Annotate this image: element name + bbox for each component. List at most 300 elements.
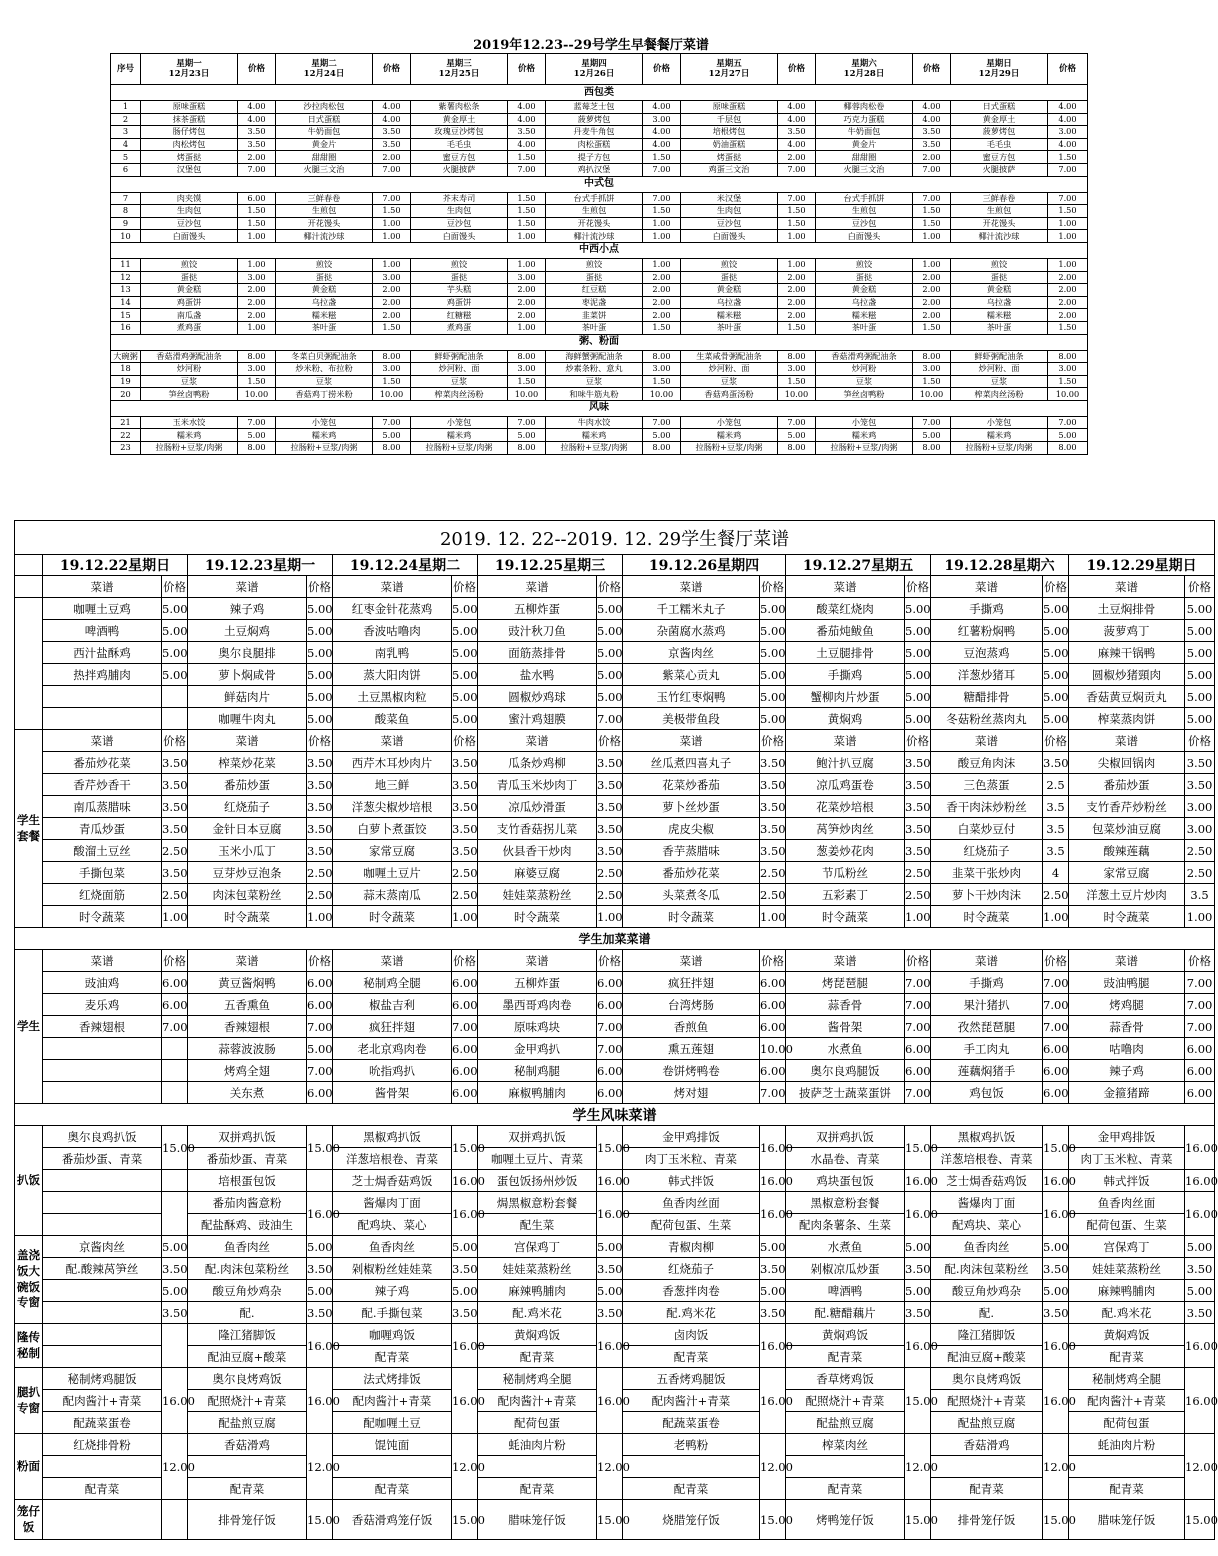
dish-name: 红烧茄子 [188, 796, 307, 818]
dish-name: 肠仔烤包 [141, 126, 238, 139]
dish-name: 烤蛋挞 [681, 151, 778, 164]
dish-price: 16.00 [307, 1368, 333, 1434]
menu-row [15, 708, 1215, 730]
dish-name: 肉松烤包 [141, 138, 238, 151]
dish-price: 2.00 [238, 151, 276, 164]
dish-name: 糯米糍 [951, 309, 1048, 322]
price-col-header: 价格 [905, 730, 931, 752]
dish-price: 5.00 [760, 708, 786, 730]
dish-price: 6.00 [452, 994, 478, 1016]
dish-name: 隆江猪脚饭 [188, 1324, 307, 1346]
dish-name [478, 1456, 597, 1478]
category-label: 盖浇 饭大 碗饭 专窗 [15, 1236, 43, 1324]
dish-price: 3.00 [643, 363, 681, 376]
dish-price: 5.00 [452, 642, 478, 664]
section-row [15, 928, 1215, 950]
dish-price: 7.00 [307, 1016, 333, 1038]
dish-price: 6.00 [760, 1060, 786, 1082]
day-name: 星期日 [986, 58, 1012, 69]
dish-price: 3.50 [778, 126, 816, 139]
dish-name: 鸡块蛋包饭 [786, 1170, 905, 1192]
dish-name: 时令蔬菜 [333, 906, 452, 928]
row-number: 15 [111, 309, 141, 322]
dish-price: 1.00 [373, 217, 411, 230]
dish-price: 1.00 [597, 906, 623, 928]
dish-price: 1.00 [1048, 217, 1088, 230]
dish-price: 1.00 [913, 258, 951, 271]
dish-name: 汉堡包 [141, 163, 238, 176]
dish-price: 5.00 [1043, 598, 1069, 620]
dish-name: 三鲜春卷 [276, 192, 373, 205]
dish-price: 3.50 [452, 796, 478, 818]
dish-price: 3.50 [452, 818, 478, 840]
menu-row [111, 442, 1088, 455]
dish-name [43, 1456, 162, 1478]
dish-price: 2.00 [1048, 271, 1088, 284]
dish-name: 肉松蛋糕 [546, 138, 643, 151]
dish-price: 5.00 [905, 1236, 931, 1258]
dish-name: 原味蛋糕 [681, 101, 778, 114]
dish-name: 香辣翅根 [188, 1016, 307, 1038]
dish-price: 3.50 [905, 796, 931, 818]
dish-name: 吮指鸡扒 [333, 1060, 452, 1082]
dish-price: 1.50 [238, 205, 276, 218]
dish-price: 1.50 [913, 375, 951, 388]
dish-price: 3.50 [597, 818, 623, 840]
dish-name: 煎饺 [951, 258, 1048, 271]
dish-name: 沙拉肉松包 [276, 101, 373, 114]
dish-name: 双拼鸡扒饭 [478, 1126, 597, 1148]
blank-cell [162, 1170, 188, 1192]
dish-price: 5.00 [1185, 620, 1215, 642]
dish-price: 1.50 [778, 375, 816, 388]
dish-price: 8.00 [1048, 350, 1088, 363]
dish-name: 豆浆 [411, 375, 508, 388]
menu-row [111, 296, 1088, 309]
dish-name: 生煎包 [276, 205, 373, 218]
day-header: 19.12.23星期一 [188, 555, 333, 576]
dish-name: 糯米糍 [816, 309, 913, 322]
dish-name: 毛毛虫 [951, 138, 1048, 151]
day-name: 星期六 [851, 58, 877, 69]
dish-name: 双拼鸡扒饭 [188, 1126, 307, 1148]
day-date: 12月29日 [978, 69, 1020, 79]
menu-row [111, 230, 1088, 243]
dish-price: 10.00 [913, 388, 951, 401]
dish-name: 乌拉盏 [816, 296, 913, 309]
dish-name: 酸豆角炒鸡杂 [931, 1280, 1043, 1302]
dish-col-header: 菜谱 [786, 950, 905, 972]
dish-price: 8.00 [1048, 442, 1088, 455]
dish-price: 3.50 [508, 126, 546, 139]
dish-name: 番茄炒蛋、青菜 [43, 1148, 162, 1170]
dish-price: 16.00 [905, 1324, 931, 1368]
section-title: 中西小点 [111, 242, 1088, 258]
day-header [681, 54, 778, 85]
dish-price: 1.00 [1048, 230, 1088, 243]
dish-price: 12.00 [452, 1434, 478, 1500]
dish-name: 时令蔬菜 [188, 906, 307, 928]
dish-price: 16.00 [597, 1170, 623, 1192]
dish-name: 香菇滑鸡 [931, 1434, 1043, 1456]
day-date: 12月27日 [708, 69, 750, 79]
blank-cell [43, 1170, 162, 1192]
dish-name: 手撕鸡 [931, 598, 1043, 620]
dish-name: 麻辣干锅鸭 [1069, 642, 1185, 664]
dish-name: 肉夹馍 [141, 192, 238, 205]
dish-price: 1.00 [508, 258, 546, 271]
dish-name: 糯米糍 [276, 309, 373, 322]
dish-price: 7.00 [1048, 163, 1088, 176]
dish-price: 3.50 [307, 774, 333, 796]
dish-col-header: 菜谱 [333, 950, 452, 972]
section-row [111, 176, 1088, 192]
dish-col-header: 菜谱 [623, 730, 760, 752]
day-name: 星期四 [581, 58, 607, 69]
dish-name: 法式烤排饭 [333, 1368, 452, 1390]
dish-price: 1.50 [508, 192, 546, 205]
dish-name: 小笼包 [276, 416, 373, 429]
dish-name: 配盐煎豆腐 [931, 1412, 1043, 1434]
dish-name: 烤琵琶腿 [786, 972, 905, 994]
dish-name: 豆浆 [141, 375, 238, 388]
dish-name: 白菜炒豆付 [931, 818, 1043, 840]
dish-price: 6.00 [452, 1082, 478, 1104]
dish-price: 3.50 [905, 818, 931, 840]
dish-name: 番茄炒蛋 [1069, 774, 1185, 796]
dish-name: 配照烧汁+青菜 [931, 1390, 1043, 1412]
dish-price: 5.00 [307, 1280, 333, 1302]
dish-name: 蚝油肉片粉 [1069, 1434, 1185, 1456]
dish-price: 1.00 [643, 230, 681, 243]
dish-name: 香芹炒香干 [43, 774, 162, 796]
dish-name: 金箍猪蹄 [1069, 1082, 1185, 1104]
dish-name: 糯米鸡 [141, 429, 238, 442]
dish-name: 香菇滑鸡粥配油条 [141, 350, 238, 363]
dish-price: 2.00 [778, 271, 816, 284]
dish-price: 10.00 [508, 388, 546, 401]
dish-price: 5.00 [905, 642, 931, 664]
dish-name: 培根烤包 [681, 126, 778, 139]
dish-name: 香辣翅根 [43, 1016, 162, 1038]
dish-name: 台式手抓饼 [546, 192, 643, 205]
dish-name: 鱼香肉丝面 [1069, 1192, 1185, 1214]
dish-name: 糯米鸡 [546, 429, 643, 442]
row-number: 22 [111, 429, 141, 442]
dish-price: 3.50 [760, 774, 786, 796]
dish-name: 配油豆腐+酸菜 [188, 1346, 307, 1368]
dish-price: 12.00 [905, 1434, 931, 1500]
row-number: 4 [111, 138, 141, 151]
dish-price: 7.00 [597, 708, 623, 730]
dish-name: 炒河粉 [141, 363, 238, 376]
dish-price: 7.00 [905, 1016, 931, 1038]
menu-row [111, 217, 1088, 230]
dish-name: 甜甜圈 [816, 151, 913, 164]
dish-name: 榨菜肉丝汤粉 [951, 388, 1048, 401]
dish-name: 鱼香肉丝面 [623, 1192, 760, 1214]
dish-name: 瓜条炒鸡柳 [478, 752, 597, 774]
dish-price: 3.50 [373, 126, 411, 139]
dish-price: 3.50 [307, 840, 333, 862]
dish-col-header: 菜谱 [333, 576, 452, 598]
dish-name: 黑椒意粉套餐 [786, 1192, 905, 1214]
dish-name: 配.手撕包菜 [333, 1302, 452, 1324]
dish-price: 8.00 [508, 350, 546, 363]
price-header: 价格 [643, 54, 681, 85]
dish-name: 金针日本豆腐 [188, 818, 307, 840]
dish-col-header: 菜谱 [931, 730, 1043, 752]
dish-price: 4.00 [508, 101, 546, 114]
dish-name: 南乳鸭 [333, 642, 452, 664]
dish-price: 4.00 [373, 113, 411, 126]
dish-price: 5.00 [1043, 708, 1069, 730]
dish-name: 小笼包 [951, 416, 1048, 429]
dish-name: 腊味笼仔饭 [478, 1500, 597, 1540]
dish-name: 配鸡块、菜心 [333, 1214, 452, 1236]
dish-name: 黑椒鸡扒饭 [333, 1126, 452, 1148]
section-title: 西包类 [111, 85, 1088, 101]
dish-price [162, 1082, 188, 1104]
dish-price: 15.00 [162, 1126, 188, 1170]
dish-name: 酸辣莲藕 [1069, 840, 1185, 862]
dish-price: 1.50 [643, 151, 681, 164]
dish-price: 5.00 [597, 598, 623, 620]
dish-price: 1.00 [778, 258, 816, 271]
dish-name: 炒素条粉、意丸 [546, 363, 643, 376]
dish-name: 鱼香肉丝 [931, 1236, 1043, 1258]
dish-name: 糯米鸡 [951, 429, 1048, 442]
price-col-header: 价格 [452, 576, 478, 598]
dish-price: 10.00 [760, 1038, 786, 1060]
menu-row [15, 994, 1215, 1016]
dish-name: 豆浆 [681, 375, 778, 388]
dish-price: 2.50 [905, 862, 931, 884]
dish-price: 2.00 [913, 296, 951, 309]
dish-name: 配青菜 [478, 1478, 597, 1500]
dish-price: 7.00 [238, 163, 276, 176]
dish-name: 时令蔬菜 [478, 906, 597, 928]
dish-name: 鲜虾粥配油条 [951, 350, 1048, 363]
dish-price: 16.00 [597, 1324, 623, 1368]
price-col-header: 价格 [1185, 576, 1215, 598]
menu-row [15, 598, 1215, 620]
dish-name: 红豆糕 [546, 284, 643, 297]
seq-header: 序号 [111, 54, 141, 85]
dish-price: 5.00 [1043, 620, 1069, 642]
dish-price: 5.00 [307, 598, 333, 620]
dish-name: 配肉酱汁+青菜 [1069, 1390, 1185, 1412]
dish-name: 日式蛋糕 [951, 101, 1048, 114]
dish-price: 2.00 [778, 296, 816, 309]
dish-name: 金甲鸡排饭 [1069, 1126, 1185, 1148]
dish-col-header: 菜谱 [333, 730, 452, 752]
dish-name: 蒜香骨 [1069, 1016, 1185, 1038]
dish-name: 青瓜玉米炒肉丁 [478, 774, 597, 796]
dish-col-header: 菜谱 [931, 576, 1043, 598]
dish-price: 5.00 [162, 1280, 188, 1302]
dish-price: 5.00 [778, 429, 816, 442]
dish-name: 豉油鸡 [43, 972, 162, 994]
dish-name: 糯米鸡 [816, 429, 913, 442]
dish-price: 5.00 [1043, 664, 1069, 686]
dish-name: 疯狂拌翅 [333, 1016, 452, 1038]
dish-price: 16.00 [597, 1192, 623, 1236]
dish-name: 榨菜炒花菜 [188, 752, 307, 774]
lunch-menu-table [14, 520, 1218, 1540]
dish-price: 6.00 [1185, 1060, 1215, 1082]
dish-price: 8.00 [778, 442, 816, 455]
dish-name: 芥末寿司 [411, 192, 508, 205]
dish-name: 米汉堡 [681, 192, 778, 205]
price-col-header: 价格 [307, 576, 333, 598]
section-row [111, 400, 1088, 416]
dish-price: 5.00 [162, 642, 188, 664]
dish-name: 莴笋炒肉丝 [786, 818, 905, 840]
dish-price: 1.00 [643, 258, 681, 271]
dish-name: 配咖喱土豆 [333, 1412, 452, 1434]
dish-price: 3.50 [597, 796, 623, 818]
dish-price: 3.50 [238, 138, 276, 151]
dish-name: 拉肠粉+豆浆/肉粥 [681, 442, 778, 455]
dish-name: 奥尔良腿排 [188, 642, 307, 664]
dish-price: 16.00 [760, 1126, 786, 1170]
dish-name: 配青菜 [43, 1478, 162, 1500]
dish-name: 菠萝鸡丁 [1069, 620, 1185, 642]
dish-price: 7.00 [1043, 1016, 1069, 1038]
dish-name: 榨菜蒸肉饼 [1069, 708, 1185, 730]
dish-name: 时令蔬菜 [931, 906, 1043, 928]
day-header: 19.12.26星期四 [623, 555, 786, 576]
dish-name: 青椒肉柳 [623, 1236, 760, 1258]
menu-row [15, 664, 1215, 686]
dish-price: 3.50 [307, 752, 333, 774]
dish-price: 2.50 [307, 884, 333, 906]
menu-row [111, 205, 1088, 218]
dish-price: 3.50 [162, 774, 188, 796]
day-header [276, 54, 373, 85]
dish-name: 麻婆豆腐 [478, 862, 597, 884]
row-number: 11 [111, 258, 141, 271]
dish-price: 12.00 [1043, 1434, 1069, 1500]
price-col-header: 价格 [162, 950, 188, 972]
price-col-header: 价格 [905, 576, 931, 598]
dish-price: 5.00 [760, 686, 786, 708]
dish-price: 3.00 [373, 363, 411, 376]
day-date: 12月23日 [168, 69, 210, 79]
dish-price: 16.00 [597, 1368, 623, 1434]
dish-price: 1.50 [373, 205, 411, 218]
dish-price: 10.00 [643, 388, 681, 401]
dish-name: 配青菜 [478, 1346, 597, 1368]
dish-name: 台湾烤肠 [623, 994, 760, 1016]
dish-price: 2.00 [1048, 309, 1088, 322]
dish-price: 3.00 [508, 271, 546, 284]
dish-name: 洋葱培根卷、青菜 [333, 1148, 452, 1170]
menu-row [111, 416, 1088, 429]
dish-name: 鸡蛋三文治 [681, 163, 778, 176]
dish-price: 7.00 [778, 416, 816, 429]
dish-name: 配青菜 [786, 1346, 905, 1368]
dish-price: 3.50 [307, 818, 333, 840]
dish-name [1069, 1456, 1185, 1478]
dish-name: 煎饺 [816, 258, 913, 271]
price-header: 价格 [373, 54, 411, 85]
dish-name: 配荷包蛋、生菜 [1069, 1214, 1185, 1236]
dish-name: 卤肉饭 [623, 1324, 760, 1346]
dish-price: 5.00 [643, 429, 681, 442]
dish-name: 配盐酥鸡、豉油生 [188, 1214, 307, 1236]
dish-name [43, 1500, 162, 1540]
dish-col-header: 菜谱 [188, 576, 307, 598]
dish-col-header: 菜谱 [931, 950, 1043, 972]
dish-price: 3.50 [597, 1258, 623, 1280]
dish-name: 黄金糕 [141, 284, 238, 297]
dish-name: 水晶卷、青菜 [786, 1148, 905, 1170]
dish-price: 16.00 [452, 1368, 478, 1434]
breakfast-title: 2019年12.23--29号学生早餐餐厅菜谱 [473, 38, 709, 53]
dish-name: 豉油鸭腿 [1069, 972, 1185, 994]
dish-name: 辣子鸡 [1069, 1060, 1185, 1082]
dish-price: 1.00 [307, 906, 333, 928]
dish-price: 6.00 [1043, 1038, 1069, 1060]
dish-name: 五香熏鱼 [188, 994, 307, 1016]
dish-name: 紫菜心贡丸 [623, 664, 760, 686]
price-col-header: 价格 [452, 730, 478, 752]
dish-price: 6.00 [307, 994, 333, 1016]
dish-price: 1.50 [778, 217, 816, 230]
dish-name: 京酱肉丝 [43, 1236, 162, 1258]
dish-price: 3.50 [1185, 1258, 1215, 1280]
dish-price: 3.50 [913, 126, 951, 139]
dish-price: 5.00 [905, 620, 931, 642]
dish-price: 6.00 [1043, 1060, 1069, 1082]
dish-name: 糯米糍 [681, 309, 778, 322]
row-number: 13 [111, 284, 141, 297]
row-number: 19 [111, 375, 141, 388]
dish-name: 黄金厚土 [951, 113, 1048, 126]
dish-price: 3.50 [760, 1258, 786, 1280]
dish-name: 红枣金针花蒸鸡 [333, 598, 452, 620]
breakfast-menu-table [110, 53, 1088, 455]
dish-name: 蛋挞 [141, 271, 238, 284]
dish-name: 凉瓜鸡蛋卷 [786, 774, 905, 796]
dish-name: 花菜炒番茄 [623, 774, 760, 796]
dish-name: 乌拉盏 [276, 296, 373, 309]
dish-price: 1.50 [508, 375, 546, 388]
dish-name: 拉肠粉+豆浆/肉粥 [816, 442, 913, 455]
dish-price: 5.00 [597, 1236, 623, 1258]
dish-price: 8.00 [373, 350, 411, 363]
menu-row [111, 321, 1088, 334]
day-header [141, 54, 238, 85]
dish-price: 1.00 [1185, 906, 1215, 928]
dish-name: 配. [188, 1302, 307, 1324]
dish-price: 1.50 [643, 205, 681, 218]
dish-price: 7.00 [373, 163, 411, 176]
dish-name: 香煎鱼 [623, 1016, 760, 1038]
row-number: 16 [111, 321, 141, 334]
dish-name: 圆椒炒鸡球 [478, 686, 597, 708]
menu-row [111, 151, 1088, 164]
dish-price: 1.50 [373, 321, 411, 334]
dish-name: 五彩素丁 [786, 884, 905, 906]
dish-name: 榨菜肉丝汤粉 [411, 388, 508, 401]
dish-price: 6.00 [597, 972, 623, 994]
dish-col-header: 菜谱 [786, 576, 905, 598]
dish-name: 酱骨架 [333, 1082, 452, 1104]
dish-price: 5.00 [307, 1236, 333, 1258]
